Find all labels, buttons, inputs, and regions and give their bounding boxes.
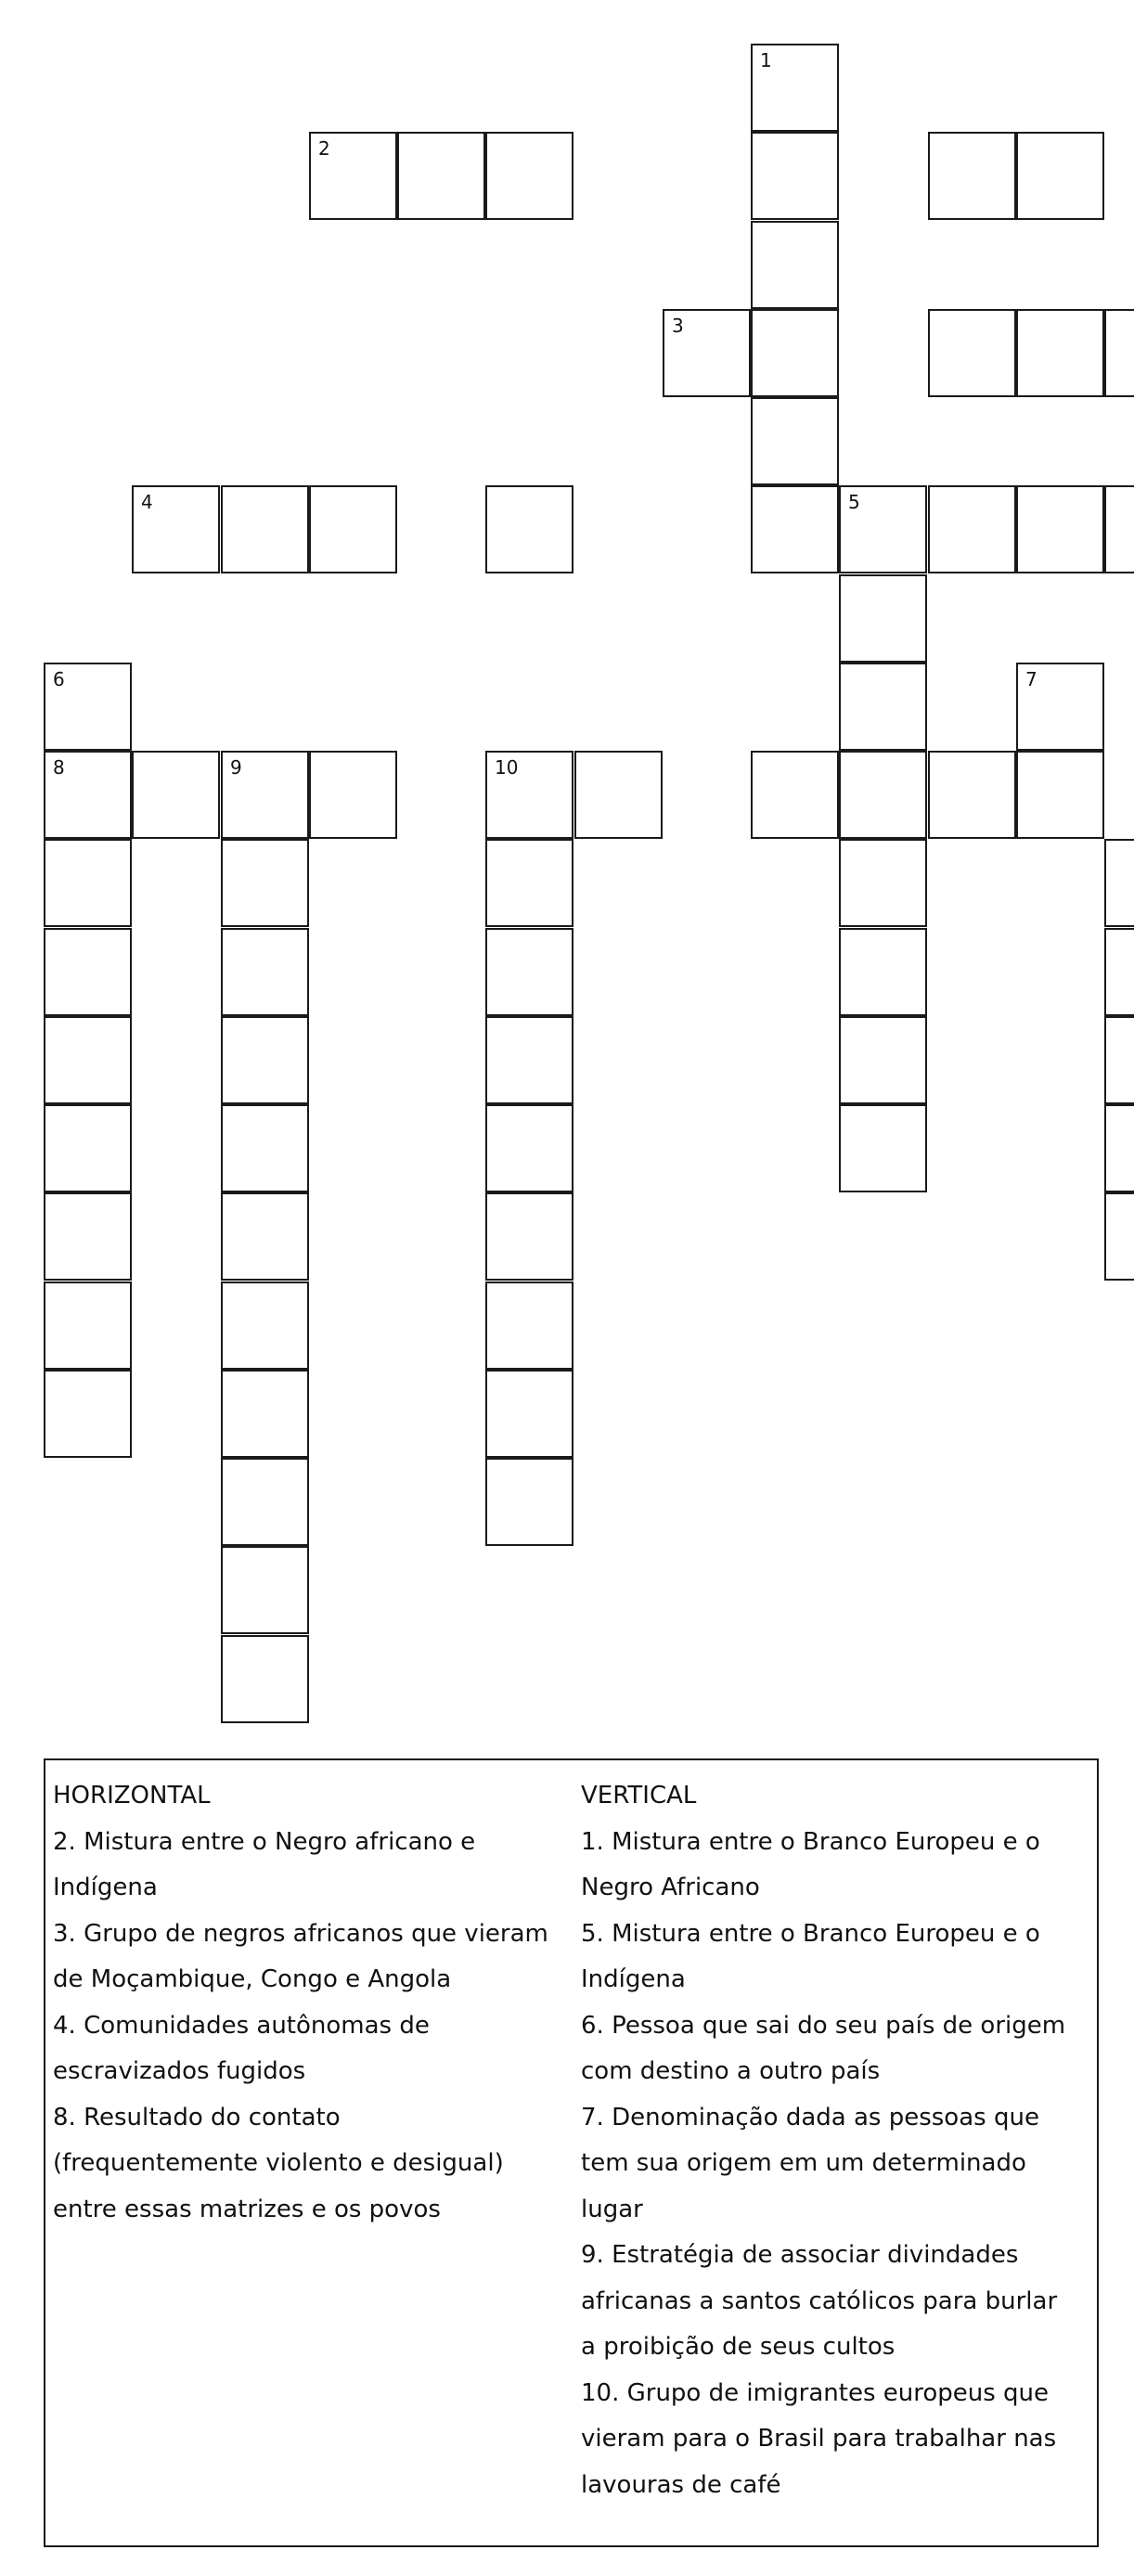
clue-number: 5	[848, 491, 860, 513]
clue-line: (frequentemente violento e desigual)	[53, 2149, 504, 2177]
crossword-cell[interactable]	[928, 485, 1016, 573]
crossword-cell[interactable]	[221, 1458, 309, 1546]
crossword-cell[interactable]	[221, 1016, 309, 1104]
crossword-cell[interactable]	[44, 839, 132, 927]
clue-line: 3. Grupo de negros africanos que vieram	[53, 1919, 548, 1948]
crossword-cell[interactable]	[221, 1635, 309, 1723]
crossword-cell[interactable]	[1104, 839, 1134, 927]
crossword-cell[interactable]	[485, 485, 573, 573]
crossword-cell[interactable]	[44, 663, 132, 751]
crossword-cell[interactable]	[44, 1282, 132, 1370]
clue-number: 3	[672, 315, 684, 337]
clue-line: 10. Grupo de imigrantes europeus que	[581, 2378, 1050, 2407]
crossword-cell[interactable]	[309, 751, 397, 839]
crossword-cell[interactable]	[839, 663, 927, 751]
clue-line: tem sua origem em um determinado	[581, 2149, 1026, 2177]
crossword-cell[interactable]	[309, 485, 397, 573]
clue-line: 9. Estratégia de associar divindades	[581, 2241, 1019, 2269]
crossword-cell[interactable]	[751, 485, 839, 573]
clue-number: 8	[53, 756, 65, 779]
crossword-cell[interactable]	[1016, 309, 1104, 397]
crossword-cell[interactable]	[44, 928, 132, 1016]
crossword-cell[interactable]	[485, 1282, 573, 1370]
crossword-cell[interactable]	[221, 1104, 309, 1192]
crossword-cell[interactable]	[485, 1016, 573, 1104]
crossword-cell[interactable]	[309, 132, 397, 220]
crossword-cell[interactable]	[1104, 928, 1134, 1016]
clue-line: lugar	[581, 2195, 643, 2223]
crossword-cell[interactable]	[1104, 1104, 1134, 1192]
crossword-cell[interactable]	[44, 751, 132, 839]
crossword-cell[interactable]	[839, 574, 927, 663]
crossword-cell[interactable]	[1016, 663, 1104, 751]
clues-box	[44, 1758, 1099, 2547]
crossword-cell[interactable]	[221, 1282, 309, 1370]
crossword-cell[interactable]	[485, 928, 573, 1016]
crossword-cell[interactable]	[574, 751, 663, 839]
clue-line: lavouras de café	[581, 2470, 781, 2499]
crossword-cell[interactable]	[485, 1104, 573, 1192]
horizontal-heading: HORIZONTAL	[53, 1782, 211, 1810]
clue-line: 1. Mistura entre o Branco Europeu e o	[581, 1827, 1040, 1856]
crossword-cell[interactable]	[1016, 485, 1104, 573]
clue-line: 5. Mistura entre o Branco Europeu e o	[581, 1919, 1040, 1948]
crossword-cell[interactable]	[839, 928, 927, 1016]
crossword-cell[interactable]	[221, 839, 309, 927]
crossword-cell[interactable]	[221, 751, 309, 839]
clue-number: 7	[1025, 668, 1037, 690]
clue-line: 2. Mistura entre o Negro africano e	[53, 1827, 476, 1856]
crossword-cell[interactable]	[751, 751, 839, 839]
crossword-cell[interactable]	[751, 221, 839, 309]
vertical-clues	[581, 1773, 1091, 2508]
crossword-cell[interactable]	[44, 1104, 132, 1192]
crossword-cell[interactable]	[751, 309, 839, 397]
crossword-cell[interactable]	[928, 309, 1016, 397]
clue-line: escravizados fugidos	[53, 2057, 306, 2085]
crossword-cell[interactable]	[221, 1546, 309, 1634]
crossword-cell[interactable]	[485, 839, 573, 927]
crossword-cell[interactable]	[132, 751, 220, 839]
crossword-cell[interactable]	[1016, 132, 1104, 220]
crossword-cell[interactable]	[221, 1192, 309, 1281]
clue-line: 8. Resultado do contato	[53, 2103, 341, 2132]
clue-line: Indígena	[581, 1965, 686, 1993]
crossword-cell[interactable]	[839, 1104, 927, 1192]
crossword-cell[interactable]	[1016, 751, 1104, 839]
clue-line: entre essas matrizes e os povos	[53, 2195, 441, 2223]
clue-line: com destino a outro país	[581, 2057, 881, 2085]
clue-line: 7. Denominação dada as pessoas que	[581, 2103, 1039, 2132]
clue-line: vieram para o Brasil para trabalhar nas	[581, 2425, 1057, 2453]
crossword-cell[interactable]	[1104, 1192, 1134, 1281]
crossword-cell[interactable]	[1104, 485, 1134, 573]
clue-number: 6	[53, 668, 65, 690]
crossword-cell[interactable]	[485, 132, 573, 220]
crossword-cell[interactable]	[397, 132, 485, 220]
clue-line: Indígena	[53, 1874, 158, 1901]
crossword-cell[interactable]	[928, 751, 1016, 839]
crossword-cell[interactable]	[221, 1370, 309, 1458]
crossword-cell[interactable]	[485, 1192, 573, 1281]
crossword-cell[interactable]	[928, 132, 1016, 220]
crossword-cell[interactable]	[485, 1370, 573, 1458]
vertical-heading: VERTICAL	[581, 1782, 697, 1810]
clue-line: de Moçambique, Congo e Angola	[53, 1965, 452, 1993]
clue-line: africanas a santos católicos para burlar	[581, 2286, 1058, 2315]
clue-line: a proibição de seus cultos	[581, 2333, 896, 2361]
clue-number: 2	[318, 137, 330, 160]
crossword-cell[interactable]	[751, 132, 839, 220]
crossword-cell[interactable]	[132, 485, 220, 573]
clue-number: 10	[495, 756, 519, 779]
crossword-cell[interactable]	[839, 485, 927, 573]
crossword-cell[interactable]	[839, 751, 927, 839]
crossword-cell[interactable]	[485, 751, 573, 839]
clue-number: 4	[141, 491, 153, 513]
crossword-cell[interactable]	[221, 928, 309, 1016]
crossword-cell[interactable]	[1104, 309, 1134, 397]
crossword-cell[interactable]	[44, 1016, 132, 1104]
clue-line: 4. Comunidades autônomas de	[53, 2011, 430, 2040]
crossword-cell[interactable]	[1104, 1016, 1134, 1104]
crossword-cell[interactable]	[663, 309, 751, 397]
crossword-cell[interactable]	[221, 485, 309, 573]
clue-number: 9	[230, 756, 242, 779]
crossword-cell[interactable]	[751, 44, 839, 132]
crossword-cell[interactable]	[751, 397, 839, 485]
clue-number: 1	[760, 49, 772, 71]
crossword-cell[interactable]	[839, 1016, 927, 1104]
crossword-cell[interactable]	[839, 839, 927, 927]
horizontal-clues	[53, 1773, 573, 2233]
clue-line: 6. Pessoa que sai do seu país de origem	[581, 2011, 1066, 2040]
clue-line: Negro Africano	[581, 1874, 760, 1901]
crossword-cell[interactable]	[485, 1458, 573, 1546]
crossword-cell[interactable]	[44, 1370, 132, 1458]
crossword-cell[interactable]	[44, 1192, 132, 1281]
